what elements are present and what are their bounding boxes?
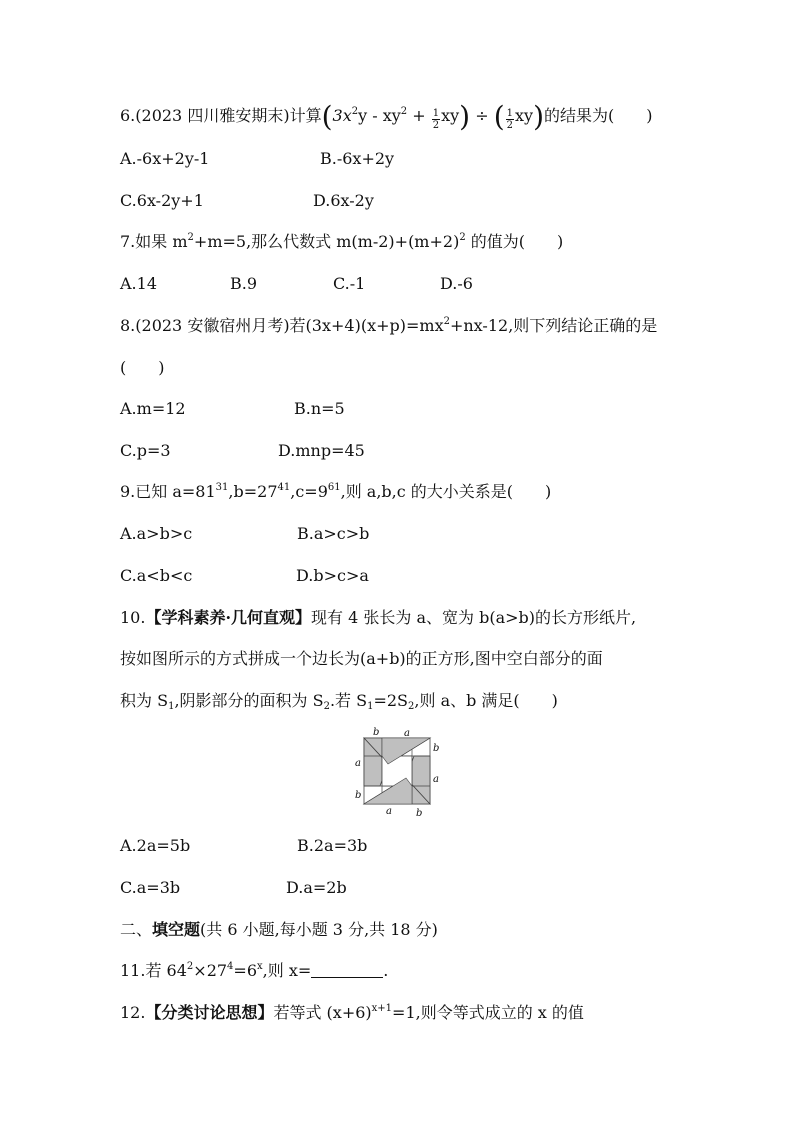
label-bottom-a: a	[386, 806, 392, 817]
label-left-b: b	[355, 790, 362, 801]
q10-option-a[interactable]: A.2a=5b	[120, 836, 191, 855]
q11-stem: 11.若 $64^2\times 27^4=6^x$,则 x= .	[120, 961, 389, 980]
q6-close-paren2: )	[533, 100, 544, 133]
q10-option-b[interactable]: B.2a=3b	[297, 836, 368, 855]
q6-option-c[interactable]: C.6x-2y+1	[120, 191, 204, 210]
q10-line1: 10.【学科素养·几何直观】现有 4 张长为 a、宽为 b(a>b)的长方形纸片,	[120, 608, 637, 627]
q12-tag: 【分类讨论思想】	[145, 1003, 274, 1022]
q6-option-d[interactable]: D.6x-2y	[313, 191, 374, 210]
section2-heading: 二、填空题(共 6 小题,每小题 3 分,共 18 分)	[120, 920, 438, 939]
section2-title: 填空题	[152, 920, 201, 939]
label-left-a: a	[355, 758, 361, 769]
q6-open-paren2: (	[493, 100, 505, 133]
q8-option-c[interactable]: C.p=3	[120, 441, 171, 460]
q6-number: 6.	[120, 106, 136, 125]
q6-divide: ÷	[470, 106, 494, 125]
q6-term1-exp: 2	[351, 106, 359, 117]
q10-tag: 【学科素养·几何直观】	[145, 608, 312, 627]
q6-xy1: xy	[441, 106, 460, 125]
q8-option-a[interactable]: A.m=12	[120, 399, 186, 418]
q6-suffix: 的结果为( )	[544, 106, 653, 125]
q7-option-d[interactable]: D.-6	[440, 274, 473, 293]
label-right-b: b	[433, 743, 440, 754]
q7-option-a[interactable]: A.14	[120, 274, 157, 293]
q8-option-b[interactable]: B.n=5	[294, 399, 345, 418]
q7-option-b[interactable]: B.9	[230, 274, 258, 293]
q6-term1-tail: y - xy	[358, 106, 401, 125]
q12-stem: 12.【分类讨论思想】若等式 $(x+6)^{x+1}=1$,则令等式成立的 x 的值	[120, 1003, 584, 1022]
q6-option-a[interactable]: A.-6x+2y-1	[120, 149, 210, 168]
q9-stem: 9.已知 $a=81^{31},b=27^{41},c=9^{61}$,则 a,b,c 的大小关系是( )	[120, 482, 552, 501]
q6-option-b[interactable]: B.-6x+2y	[320, 149, 395, 168]
q6-open-paren: (	[321, 100, 333, 133]
q6-frac1: $\frac{1}{2}$	[432, 108, 440, 131]
q10-square-figure	[352, 726, 448, 822]
q10-line2: 按如图所示的方式拼成一个边长为(a+b)的正方形,图中空白部分的面	[120, 649, 603, 668]
q6-close-paren: )	[459, 100, 471, 133]
q7-option-c[interactable]: C.-1	[333, 274, 366, 293]
q6-term2-exp: 2	[400, 106, 408, 117]
q6-term1: 3x	[332, 106, 352, 125]
q9-option-c[interactable]: C.a<b<c	[120, 566, 193, 585]
label-bottom-b: b	[416, 808, 423, 819]
q6-prefix: 计算	[289, 106, 322, 125]
q11-answer-blank[interactable]	[311, 963, 383, 978]
q6-source: (2023 四川雅安期末)	[135, 106, 290, 125]
q8-answer-paren: ( )	[120, 358, 165, 377]
label-top-a: a	[404, 728, 410, 739]
q6-xy2: xy	[515, 106, 534, 125]
q9-option-d[interactable]: D.b>c>a	[296, 566, 369, 585]
q9-option-b[interactable]: B.a>c>b	[297, 524, 370, 543]
q8-option-d[interactable]: D.mnp=45	[278, 441, 365, 460]
q10-option-c[interactable]: C.a=3b	[120, 878, 181, 897]
q10-line3: 积为 $S_1$,阴影部分的面积为 $S_2$.若 $S_1=2S_2$,则 a、b 满足( )	[120, 691, 558, 712]
label-right-a: a	[433, 774, 439, 785]
q8-stem: 8.(2023 安徽宿州月考)若$(3x+4)(x+p)=mx^2+nx-12$,则下列结论正确的是	[120, 316, 658, 335]
q9-option-a[interactable]: A.a>b>c	[120, 524, 193, 543]
q6-frac2: $\frac{1}{2}$	[506, 108, 513, 131]
q6-plus: +	[407, 106, 431, 125]
q6-stem	[120, 100, 653, 133]
label-top-b: b	[373, 727, 380, 738]
q10-option-d[interactable]: D.a=2b	[286, 878, 347, 897]
q7-stem: 7.如果 $m^2+m=5$,那么代数式 $m(m-2)+(m+2)^2$ 的值为( )	[120, 232, 564, 251]
